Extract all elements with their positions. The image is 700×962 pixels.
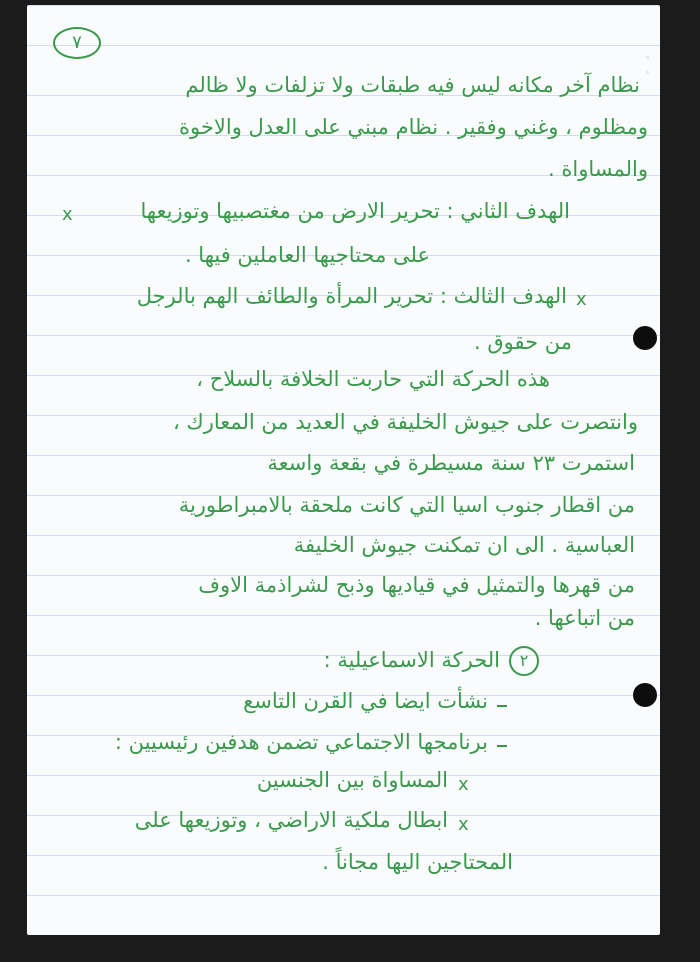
section-heading: الحركة الاسماعيلية : (323, 648, 500, 672)
text-line: استمرت ٢٣ سنة مسيطرة في بقعة واسعة (267, 451, 635, 475)
text-line: نشأت ايضا في القرن التاسع (243, 689, 488, 713)
text-line: العباسية . الى ان تمكنت جيوش الخليفة (293, 533, 635, 557)
text-line: على محتاجيها العاملين فيها . (184, 243, 430, 267)
text-line: من حقوق . (473, 330, 572, 354)
text-line: ابطال ملكية الاراضي ، وتوزيعها على (134, 808, 448, 832)
section-number: ٢ (509, 646, 539, 676)
text-line: الهدف الثالث : تحرير المرأة والطائف الهم بالرجل (136, 284, 567, 308)
text-line: المحتاجين اليها مجاناً . (322, 850, 513, 874)
bullet-x: x (62, 204, 73, 225)
bullet-x: x (458, 814, 469, 835)
text-line: نظام آخر مكانه ليس فيه طبقات ولا تزلفات ولا ظالم (185, 73, 640, 97)
text-line: من اقطار جنوب اسيا التي كانت ملحقة بالامبراطورية (178, 493, 635, 517)
bullet-x: x (576, 289, 587, 310)
text-line: من قهرها والتمثيل في قياديها وذبح لشراذمة الاوف (198, 573, 635, 597)
edge-marks (646, 56, 649, 74)
text-line: ومظلوم ، وغني وفقير . نظام مبني على العدل والاخوة (179, 115, 648, 139)
page-number: ٧ (53, 27, 101, 59)
text-line: والمساواة . (548, 157, 648, 181)
text-line: المساواة بين الجنسين (256, 768, 448, 792)
bullet-x: x (458, 774, 469, 795)
list-dash (497, 705, 507, 707)
text-line: وانتصرت على جيوش الخليفة في العديد من المعارك ، (172, 410, 638, 434)
text-line: الهدف الثاني : تحرير الارض من مغتصبيها وتوزيعها (140, 199, 570, 223)
punch-hole (633, 326, 657, 350)
punch-hole (633, 683, 657, 707)
text-line: من اتباعها . (534, 606, 635, 630)
text-line: هذه الحركة التي حاربت الخلافة بالسلاح ، (196, 367, 550, 391)
text-line: برنامجها الاجتماعي تضمن هدفين رئيسيين : (114, 730, 488, 754)
list-dash (497, 745, 507, 747)
